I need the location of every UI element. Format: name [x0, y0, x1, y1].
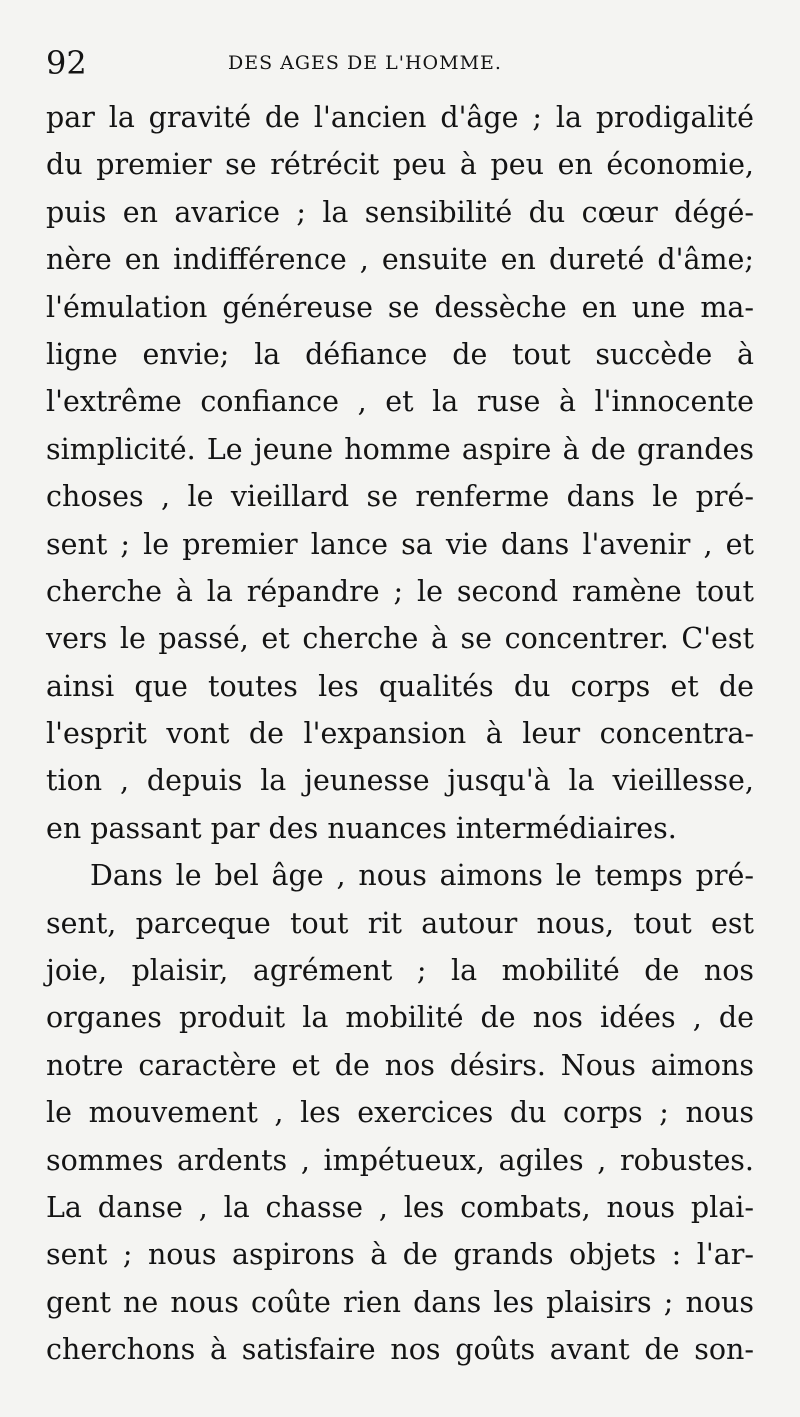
text-line: sent ; nous aspirons à de grands objets : l'ar- [46, 1238, 754, 1272]
text-line: Dans le bel âge , nous aimons le temps pré- [90, 859, 754, 893]
text-line: vers le passé, et cherche à se concentrer. C'est [46, 622, 754, 656]
page-header [46, 38, 746, 88]
text-line: joie, plaisir, agrément ; la mobilité de nos [46, 954, 754, 988]
text-line: l'émulation généreuse se dessèche en une ma- [46, 290, 754, 324]
running-title: DES AGES DE L'HOMME. [228, 52, 502, 74]
text-line: sommes ardents , impétueux, agiles , robustes. [46, 1143, 754, 1177]
body-text [46, 94, 754, 1374]
text-line: choses , le vieillard se renferme dans le pré- [46, 480, 754, 514]
text-line: le mouvement , les exercices du corps ; nous [46, 1096, 754, 1130]
text-line: La danse , la chasse , les combats, nous plai- [46, 1190, 754, 1224]
text-line: tion , depuis la jeunesse jusqu'à la vieillesse, [46, 764, 754, 798]
text-line: nère en indifférence , ensuite en dureté d'âme; [46, 243, 754, 277]
text-line: l'esprit vont de l'expansion à leur concentra- [46, 717, 754, 751]
text-line: ainsi que toutes les qualités du corps et de [46, 669, 754, 703]
text-line: cherchons à satisfaire nos goûts avant de son- [46, 1333, 754, 1367]
text-line: sent ; le premier lance sa vie dans l'avenir , et [46, 527, 754, 561]
text-line: notre caractère et de nos désirs. Nous aimons [46, 1048, 754, 1082]
text-line: simplicité. Le jeune homme aspire à de grandes [46, 432, 754, 466]
text-line: gent ne nous coûte rien dans les plaisirs ; nous [46, 1285, 754, 1319]
page-number: 92 [46, 44, 87, 82]
text-line: par la gravité de l'ancien d'âge ; la prodigalité [46, 101, 754, 134]
text-line: organes produit la mobilité de nos idées , de [46, 1001, 754, 1035]
text-line: l'extrême confiance , et la ruse à l'innocente [46, 385, 754, 419]
text-line: cherche à la répandre ; le second ramène tout [46, 574, 754, 608]
text-line: en passant par des nuances intermédiaires. [46, 811, 677, 845]
text-line: sent, parceque tout rit autour nous, tout est [46, 906, 754, 940]
text-line: du premier se rétrécit peu à peu en économie, [46, 148, 754, 182]
text-line: ligne envie; la défiance de tout succède à [46, 337, 754, 371]
text-line: puis en avarice ; la sensibilité du cœur dégé- [46, 195, 754, 229]
